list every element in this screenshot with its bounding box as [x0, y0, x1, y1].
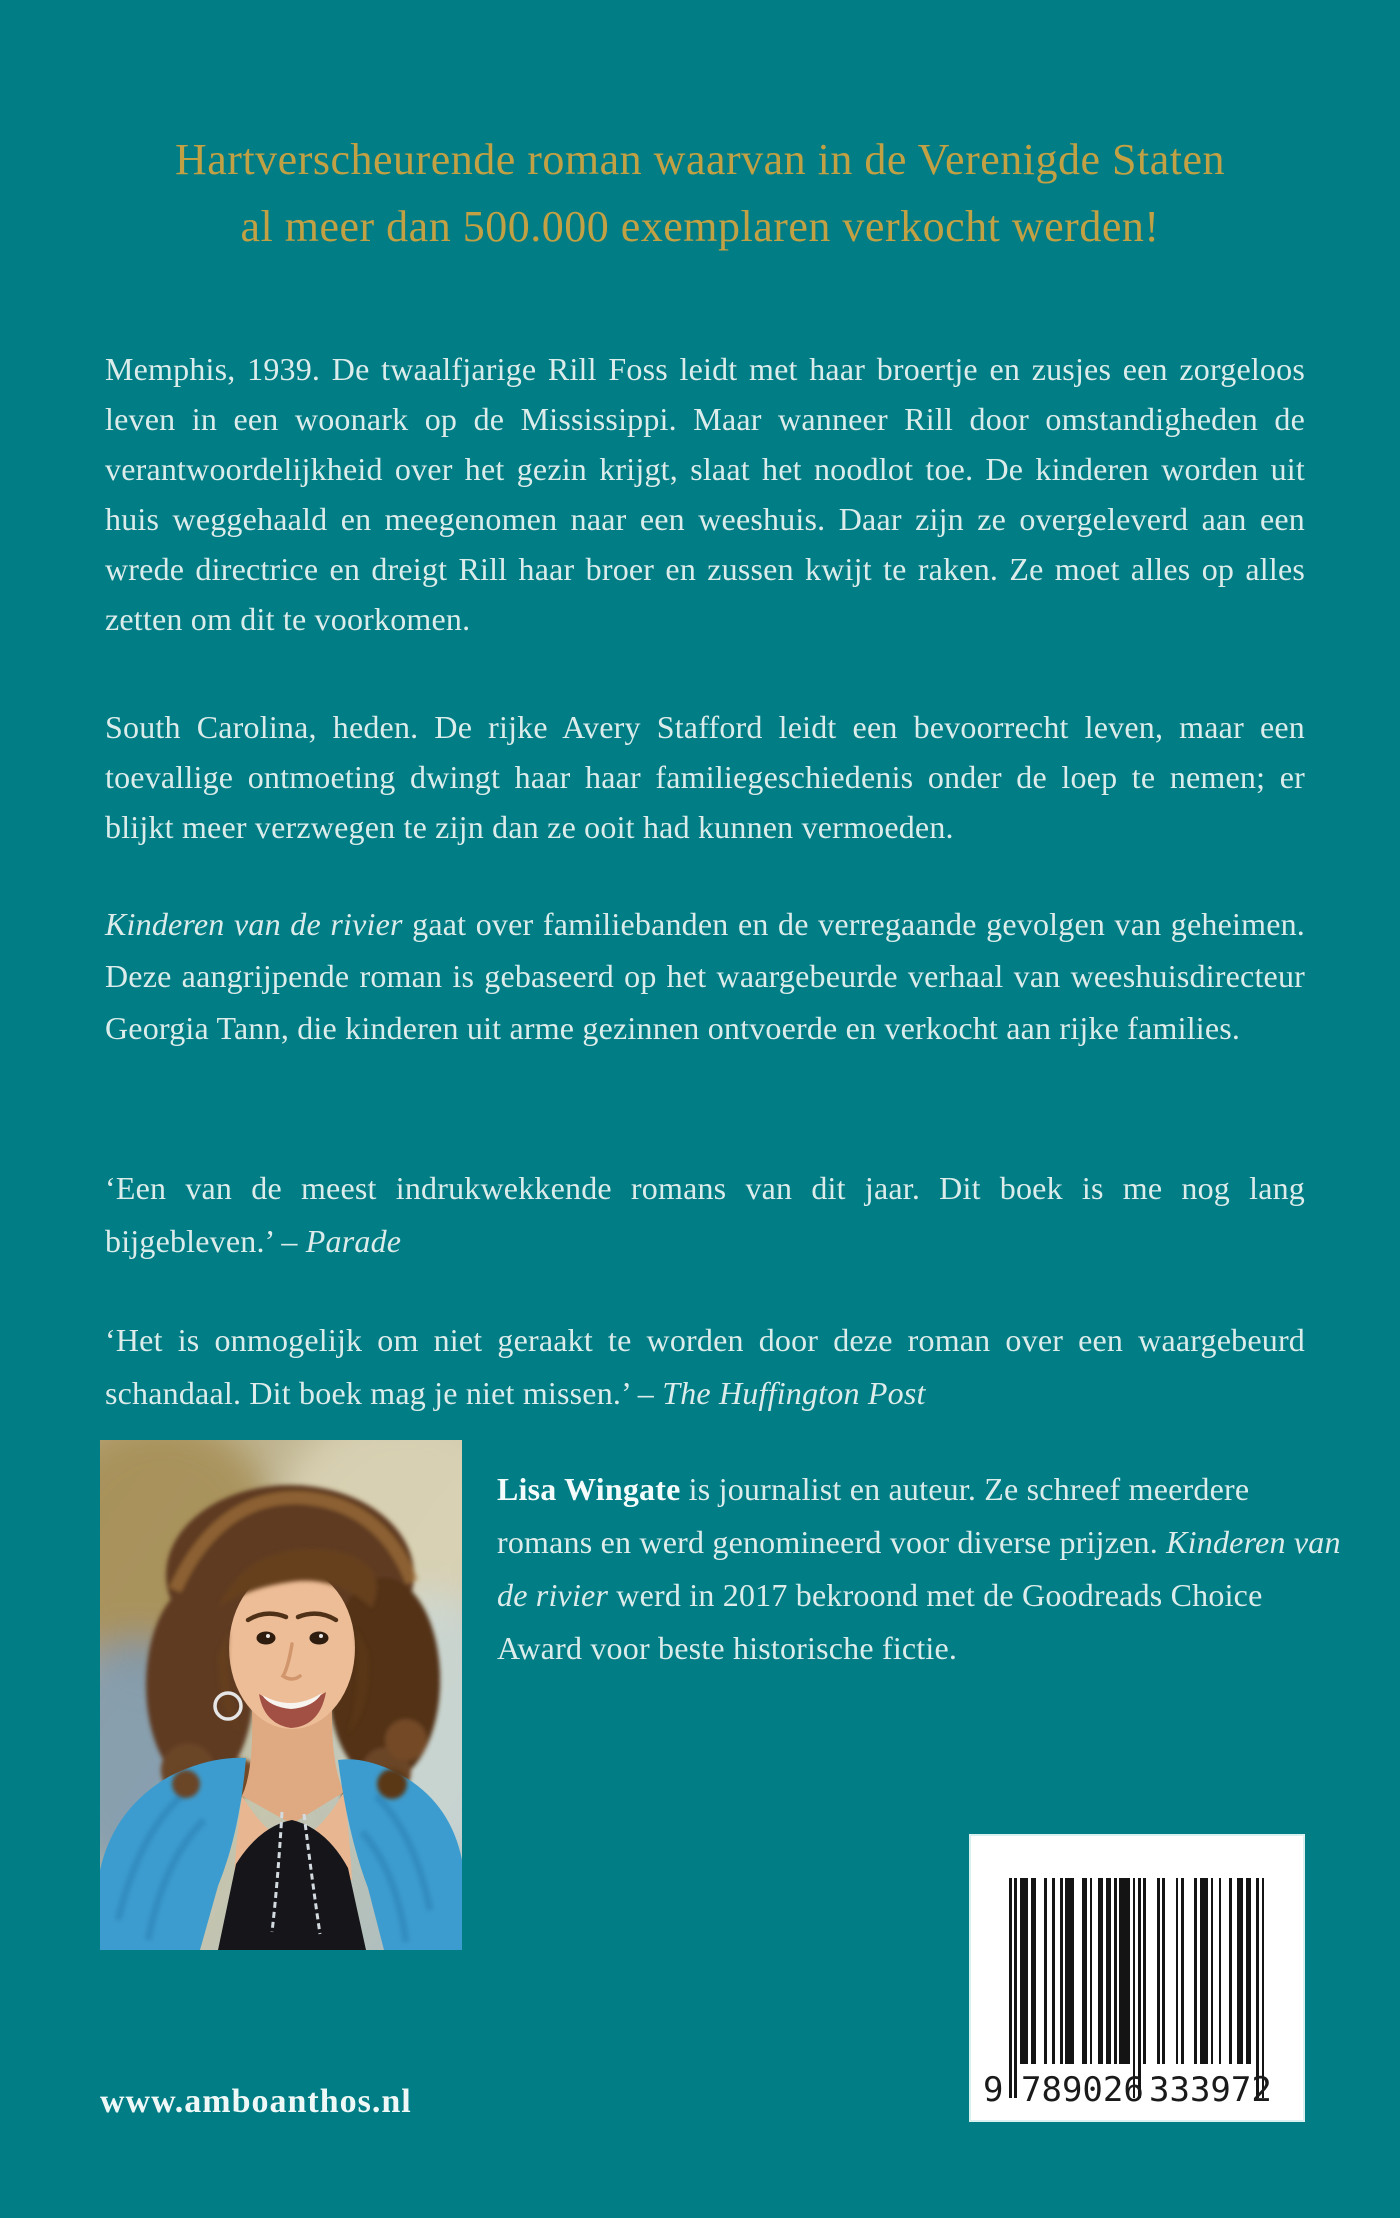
review-quote-1	[105, 1162, 1305, 1268]
synopsis-paragraph-3	[105, 898, 1305, 1054]
barcode-digit-group-3: 333972	[1149, 2070, 1272, 2110]
author-name: Lisa Wingate	[497, 1471, 681, 1507]
author-photo	[100, 1440, 462, 1950]
review-quote-2-source: The Huffington Post	[662, 1375, 926, 1411]
barcode-digit-group-1: 9	[983, 2070, 1004, 2110]
synopsis-paragraph-1: Memphis, 1939. De twaalfjarige Rill Foss leidt met haar broertje en zusjes een zorgeloos leven in een woonark op de Mississippi. Maar wanneer Rill door omstandigheden de verantwoordelijkheid over het gezin krijgt, slaat het noodlot toe. De kinderen worden uit huis weggehaald en meegenomen naar een weeshuis. Daar zijn ze overgeleverd aan een wrede directrice en dreigt Rill haar broer en zussen kwijt te raken. Ze moet alles op alles zetten om dit te voorkomen.	[105, 351, 1305, 637]
review-quote-1-source: Parade	[305, 1223, 402, 1259]
author-bio-text-1: is journalist en auteur. Ze schreef meerdere romans en werd genomineerd voor diverse prijzen.	[497, 1471, 1250, 1560]
barcode-digits	[971, 2066, 1303, 2110]
review-quote-2-text: ‘Het is onmogelijk om niet geraakt te worden door deze roman over een waargebeurd schandaal. Dit boek mag je niet missen.’ –	[105, 1322, 1305, 1411]
review-quote-2	[105, 1314, 1305, 1420]
book-title: Kinderen van de rivier	[105, 906, 403, 942]
author-bio	[497, 1463, 1345, 1675]
barcode	[1009, 1878, 1264, 2098]
headline-line-2: al meer dan 500.000 exemplaren verkocht werden!	[240, 202, 1160, 251]
headline	[0, 126, 1400, 260]
author-bio-text-2: werd in 2017 bekroond met de Goodreads Choice Award voor beste historische fictie.	[497, 1577, 1263, 1666]
headline-line-1: Hartverscheurende roman waarvan in de Verenigde Staten	[175, 135, 1225, 184]
synopsis-paragraph-2: South Carolina, heden. De rijke Avery Stafford leidt een bevoorrecht leven, maar een toevallige ontmoeting dwingt haar haar familiegeschiedenis onder de loep te nemen; er blijkt meer verzwegen te zijn dan ze ooit had kunnen vermoeden.	[105, 709, 1305, 845]
review-quote-1-text: ‘Een van de meest indrukwekkende romans van dit jaar. Dit boek is me nog lang bijgebleven.’ –	[105, 1170, 1305, 1259]
synopsis-paragraph-3-text: gaat over familiebanden en de verregaande gevolgen van geheimen. Deze aangrijpende roman is gebaseerd op het waargebeurde verhaal van weeshuisdirecteur Georgia Tann, die kinderen uit arme gezinnen ontvoerde en verkocht aan rijke families.	[105, 906, 1305, 1046]
publisher-website-url: www.amboanthos.nl	[100, 2083, 412, 2120]
author-bio-book-title: Kinderen van de rivier	[497, 1524, 1341, 1613]
barcode-digit-group-2: 789026	[1021, 2070, 1144, 2110]
barcode-panel	[969, 1834, 1305, 2122]
